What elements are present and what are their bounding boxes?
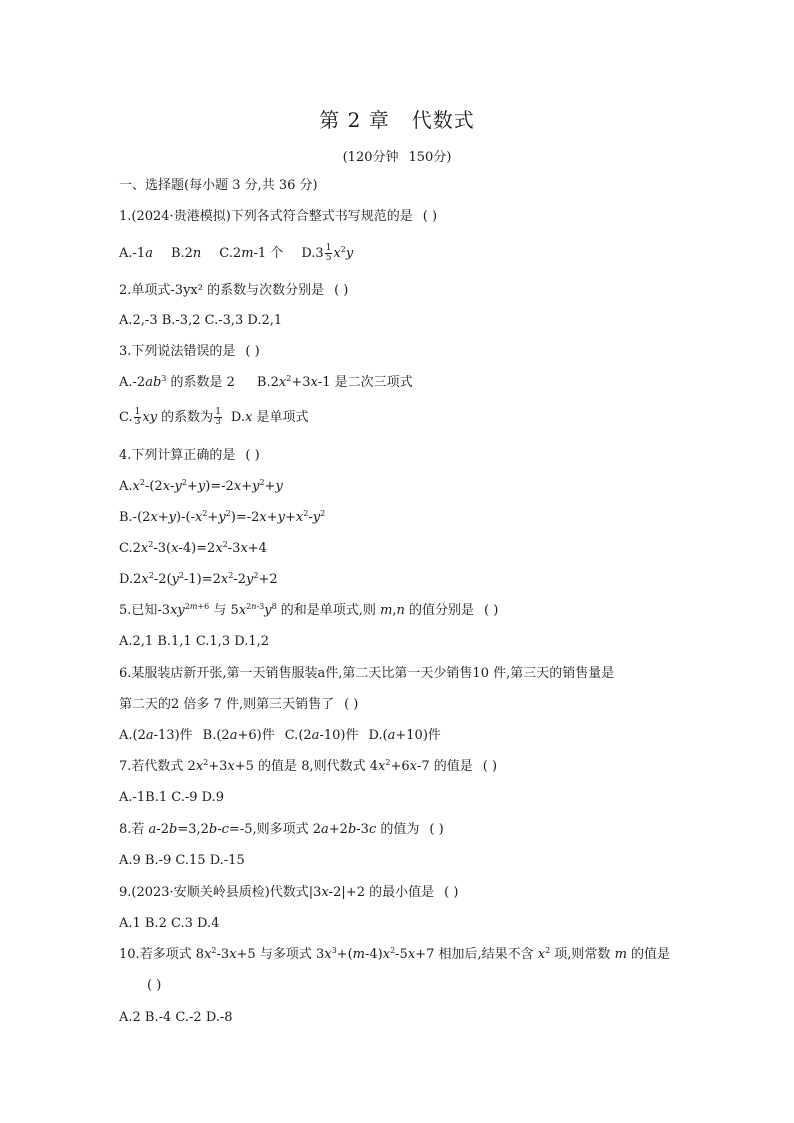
answer-paren: ( ) (429, 822, 444, 837)
question-7-stem: 7.若代数式 $2x^2+3x+5$ 的值是 8,则代数式 $4x^2+6x-7$ 的值是 ( ) (119, 758, 498, 774)
question-4-option-a: $A.x^2-(2x-y^2+y)=-2x+y^2+y$ (119, 478, 283, 494)
question-2-options: A.2,-3 B.-3,2 C.-3,3 D.2,1 (119, 313, 283, 328)
question-1-options: A.-1a B.2n C.2m-1 个 D.3 $\frac{1}{5}$ $x^2y$ (119, 243, 354, 263)
question-6-options: A.(2a-13)件 B.(2a+6)件 C.(2a-10)件 D.(a+10)件 (119, 728, 441, 743)
question-10-options: A.2 B.-4 C.-2 D.-8 (119, 1010, 233, 1025)
question-1-stem: 1.(2024·贵港模拟)下列各式符合整式书写规范的是 ( ) (119, 209, 438, 224)
question-4-stem: 4.下列计算正确的是 ( ) (119, 448, 260, 463)
chapter-title: 代数式 (411, 108, 475, 132)
question-8-options: A.9 B.-9 C.15 D.-15 (119, 853, 245, 868)
answer-paren: ( ) (245, 344, 260, 359)
answer-paren: ( ) (484, 603, 499, 618)
question-6-stem-line2: 第二天的2 倍多 7 件,则第三天销售了 ( ) (119, 697, 359, 712)
chapter-number: 第 2 章 (319, 108, 390, 132)
question-5-stem: 5.已知$-3xy^{2m+6}$ 与 $5x^{2n-3}y^8$ 的和是单项式,则 m,n 的值分别是 ( ) (119, 602, 499, 618)
question-6-stem-line1: 6.某服装店新开张,第一天销售服装a件,第二天比第一天少销售10 件,第三天的销售量是 (119, 666, 615, 681)
answer-paren: ( ) (334, 283, 349, 298)
question-9-stem: 9.(2023·安顺关岭县质检)代数式|3x-2|+2 的最小值是 ( ) (119, 885, 459, 900)
question-10-stem: 10.若多项式 $8x^2-3x+5$ 与多项式 $3x^3+(m-4)x^2-5x+7$ 相加后,结果不含 $x^2$ 项,则常数 m 的值是 (119, 946, 671, 962)
question-8-stem: 8.若 a-2b=3,2b-c=-5,则多项式 2a+2b-3c 的值为 ( ) (119, 822, 444, 837)
answer-paren: ( ) (444, 885, 459, 900)
answer-paren: ( ) (482, 759, 498, 774)
question-5-options: A.2,1 B.1,1 C.1,3 D.1,2 (119, 634, 270, 649)
section-heading: 一、选择题(每小题 3 分,共 36 分) (119, 178, 318, 193)
question-4-option-c: $C.2x^2-3(x-4)=2x^2-3x+4$ (119, 540, 267, 556)
answer-paren: ( ) (245, 448, 260, 463)
exam-time: (120分钟 (342, 150, 399, 165)
question-3-stem: 3.下列说法错误的是 ( ) (119, 344, 260, 359)
answer-paren: ( ) (422, 209, 438, 224)
answer-paren: ( ) (344, 697, 359, 712)
exam-score: 150分) (408, 150, 452, 165)
question-7-options: A.-1B.1 C.-9 D.9 (119, 790, 225, 805)
question-3-options-cd: C. $\frac{1}{3}$ xy 的系数为 $\frac{1}{3}$ D.x 是单项式 (119, 407, 309, 427)
question-4-option-d: $D.2x^2-2(y^2-1)=2x^2-2y^2+2$ (119, 571, 278, 587)
question-10-paren: ( ) (147, 978, 162, 993)
page-title (0, 104, 794, 133)
question-2-stem: 2.单项式-3yx² 的系数与次数分别是 ( ) (119, 283, 349, 298)
question-9-options: A.1 B.2 C.3 D.4 (119, 916, 220, 931)
question-4-option-b: $B.-(2x+y)-(-x^2+y^2)=-2x+y+x^2-y^2$ (119, 509, 326, 525)
question-3-options-ab: $A.-2ab^3$ 的系数是 2 $B.2x^2+3x-1$ 是二次三项式 (119, 374, 413, 390)
exam-info (0, 146, 794, 165)
